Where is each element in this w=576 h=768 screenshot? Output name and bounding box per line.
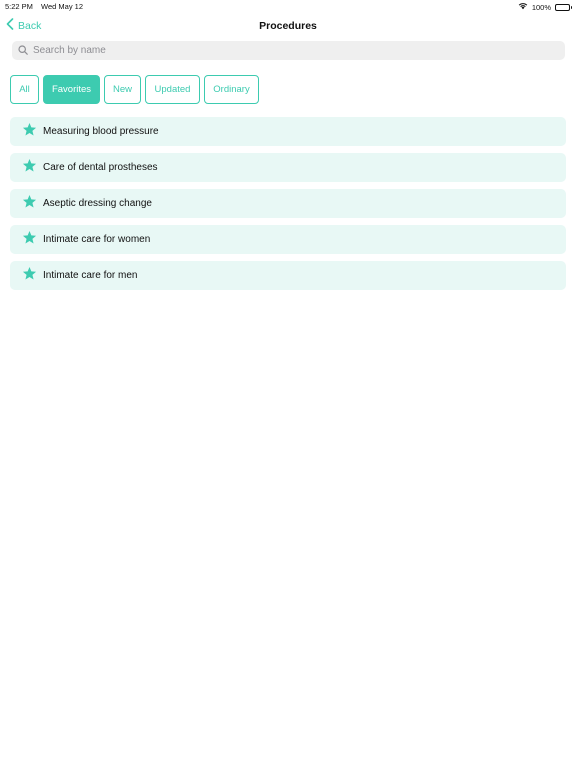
wifi-icon (518, 2, 528, 12)
filter-favorites-button[interactable]: Favorites (43, 75, 100, 104)
filter-ordinary-button[interactable]: Ordinary (204, 75, 259, 104)
procedure-label: Care of dental prostheses (43, 162, 158, 173)
search-icon (18, 42, 28, 60)
search-bar[interactable] (12, 41, 565, 60)
page-title: Procedures (259, 20, 317, 32)
back-button-label: Back (18, 19, 42, 32)
procedure-item-measuring-blood-pressure[interactable] (10, 117, 566, 146)
procedure-item-aseptic-dressing-change[interactable] (10, 189, 566, 218)
filter-updated-button[interactable]: Updated (145, 75, 200, 104)
procedure-label: Aseptic dressing change (43, 198, 152, 209)
status-time: 5:22 PM (5, 2, 33, 11)
procedure-item-intimate-care-women[interactable] (10, 225, 566, 254)
procedure-item-care-of-dental-prostheses[interactable] (10, 153, 566, 182)
procedure-list (10, 117, 566, 297)
battery-percentage: 100% (531, 2, 551, 12)
search-input[interactable] (33, 45, 553, 56)
procedure-label: Intimate care for women (43, 234, 151, 245)
procedure-label: Intimate care for men (43, 270, 138, 281)
status-time-date (5, 2, 83, 11)
filter-new-button[interactable]: New (104, 75, 141, 104)
status-bar (0, 0, 576, 12)
star-icon[interactable] (22, 122, 37, 142)
filter-segments (10, 75, 259, 104)
status-date: Wed May 12 (41, 2, 83, 11)
procedure-label: Measuring blood pressure (43, 126, 159, 137)
procedure-item-intimate-care-men[interactable] (10, 261, 566, 290)
star-icon[interactable] (22, 230, 37, 250)
star-icon[interactable] (22, 194, 37, 214)
battery-icon (555, 4, 570, 11)
star-icon[interactable] (22, 158, 37, 178)
filter-all-button[interactable]: All (10, 75, 39, 104)
star-icon[interactable] (22, 266, 37, 286)
navigation-bar (0, 14, 576, 38)
status-indicators (518, 2, 570, 12)
